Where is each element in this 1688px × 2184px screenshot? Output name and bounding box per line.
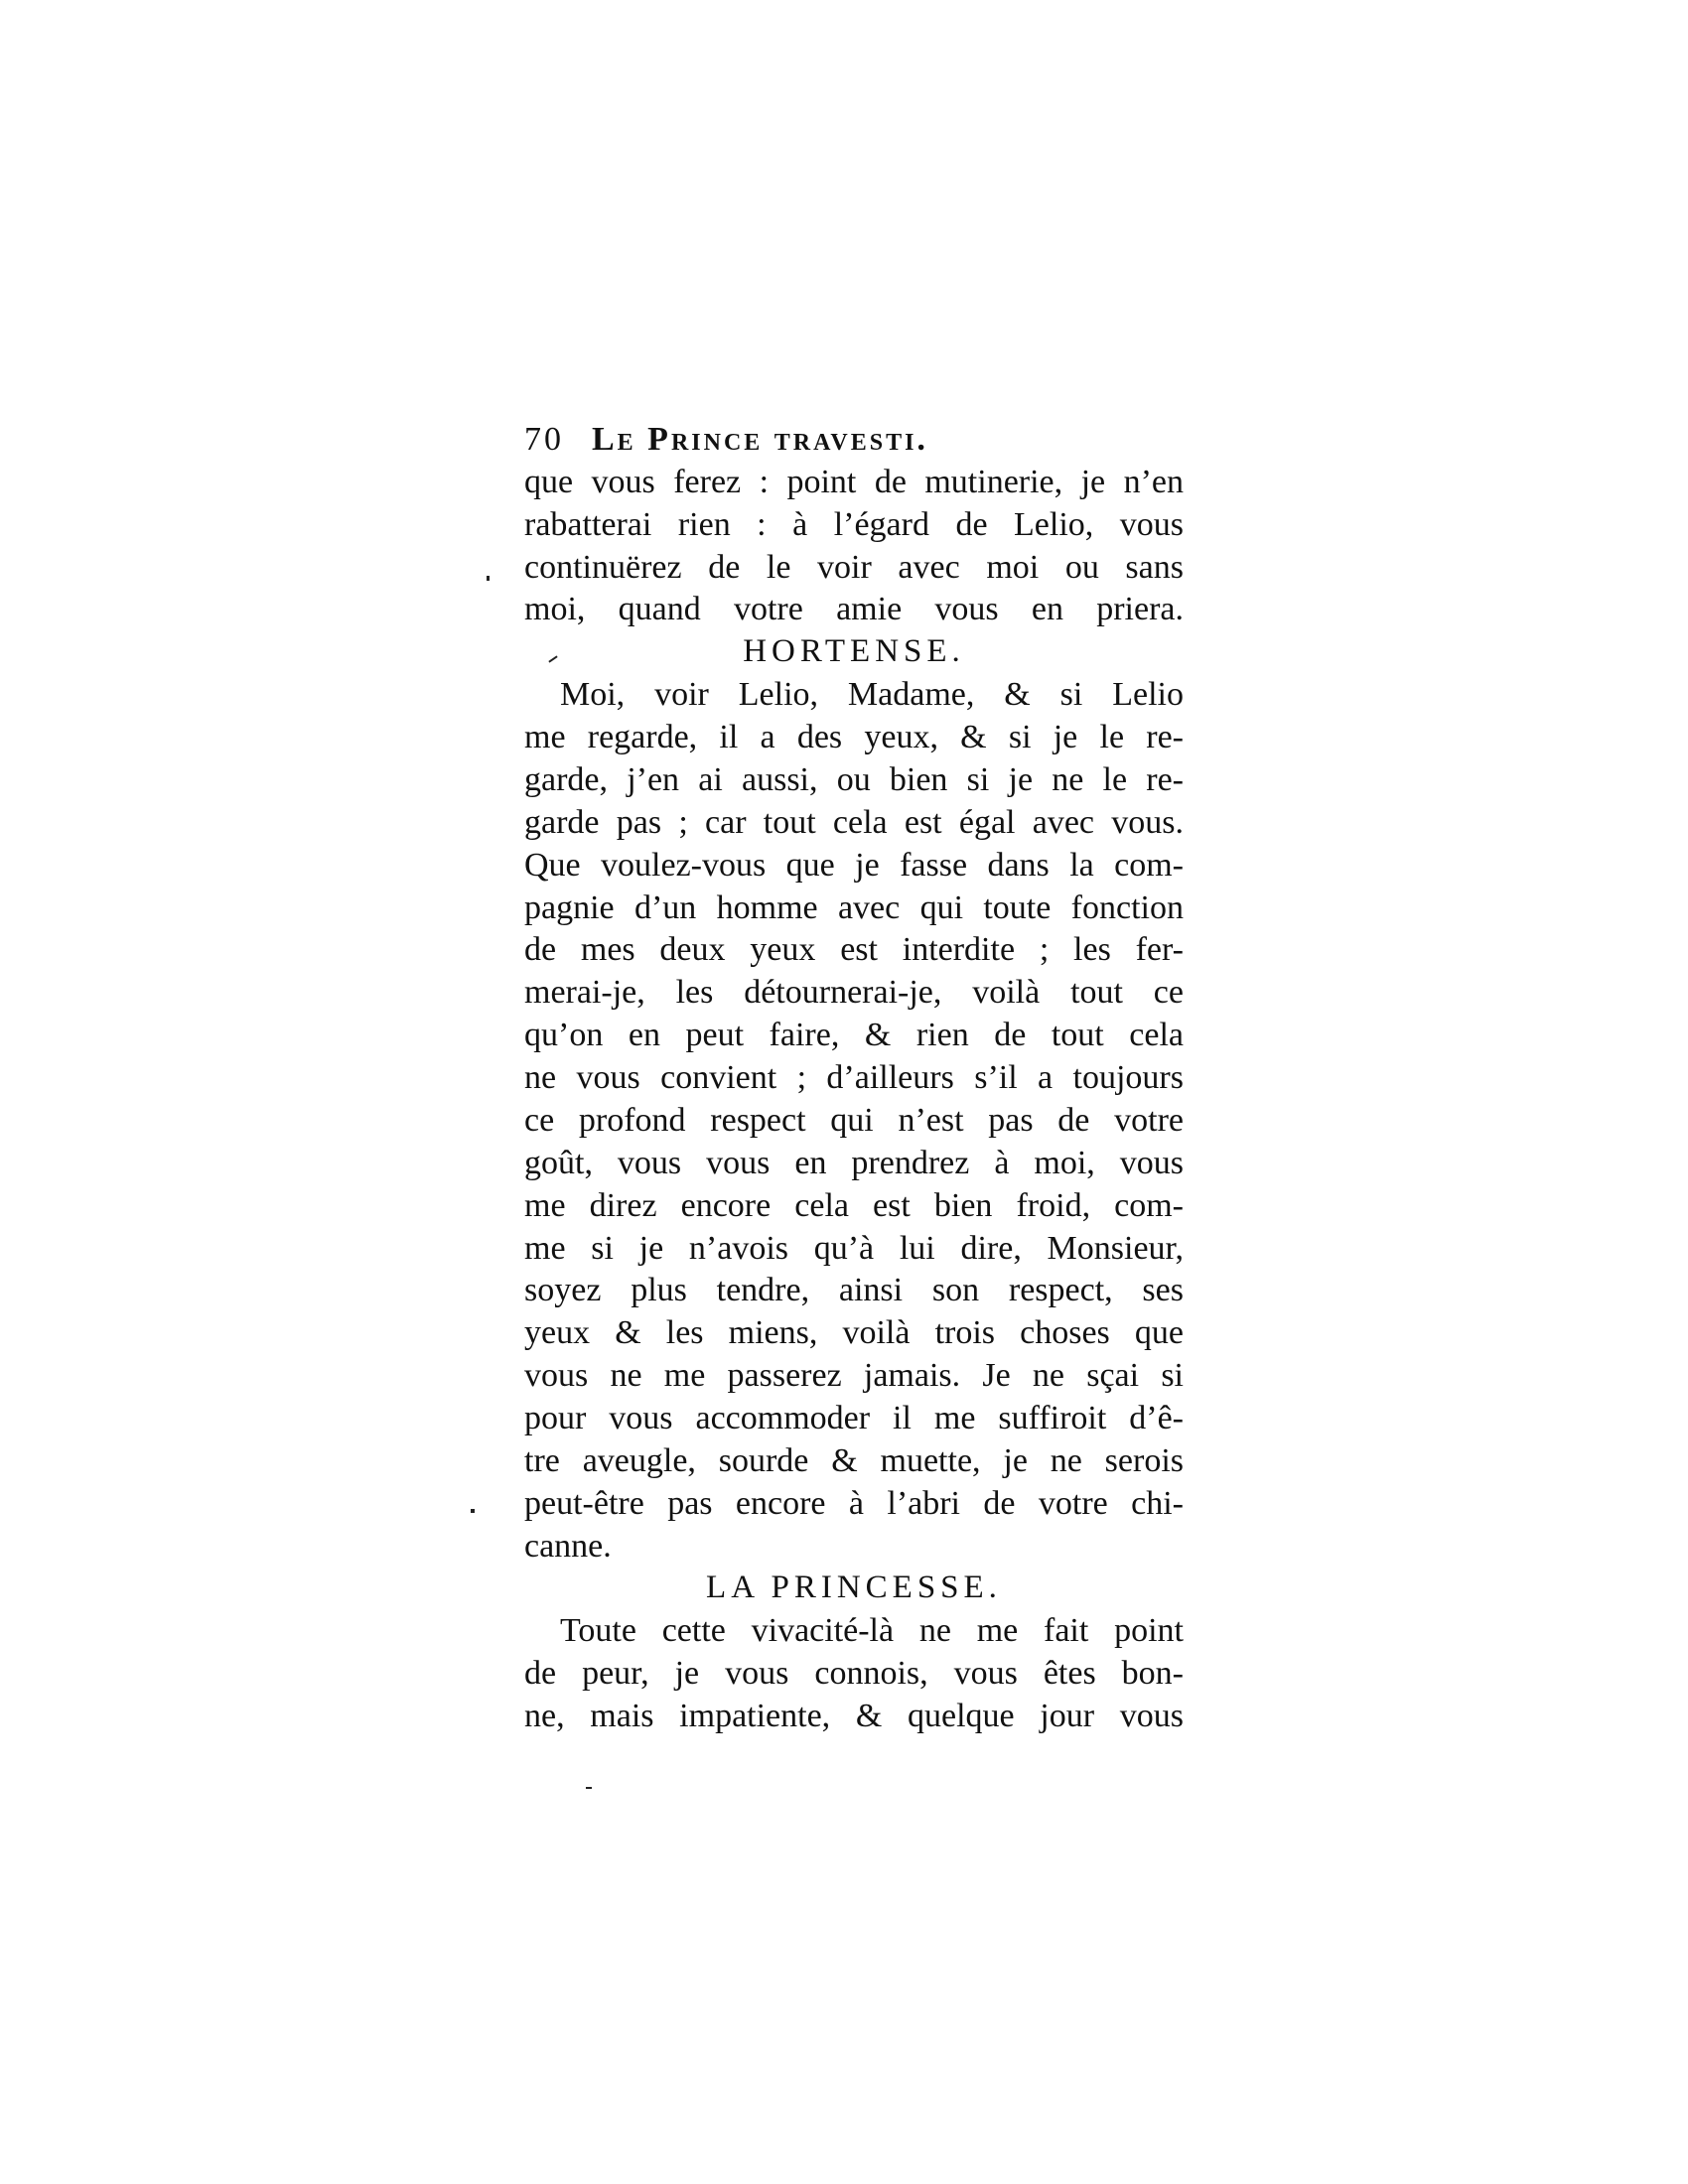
text-line: vous ne me passerez jamais. Je ne sçai si [524,1357,1184,1395]
running-header [524,418,1184,461]
text-line: soyez plus tendre, ainsi son respect, ses [524,1272,1184,1309]
text-line: moi, quand votre amie vous en priera. [524,591,1184,628]
text-line: yeux & les miens, voilà trois choses que [524,1314,1184,1352]
ink-speck [471,1509,475,1513]
text-line: pagnie d’un homme avec qui toute fonction [524,888,1184,926]
text-line: de mes deux yeux est interdite ; les fer- [524,931,1184,969]
text-line: Toute cette vivacité-là ne me fait point [560,1612,1184,1650]
text-line: ne, mais impatiente, & quelque jour vous [524,1698,1184,1735]
text-line: peut-être pas encore à l’abri de votre chi- [524,1484,1184,1522]
text-line: que vous ferez : point de mutinerie, je n’en [524,463,1184,500]
text-line: canne. [524,1527,612,1565]
text-line: me regarde, il a des yeux, & si je le re- [524,719,1184,756]
text-line: me si je n’avois qu’à lui dire, Monsieur, [524,1229,1184,1267]
text-line: me direz encore cela est bien froid, com- [524,1186,1184,1224]
text-line: Moi, voir Lelio, Madame, & si Lelio [560,676,1184,714]
page-number: 70 [524,421,564,458]
text-line: pour vous accommoder il me suffiroit d’ê- [524,1400,1184,1436]
text-line: garde pas ; car tout cela est égal avec vous. [524,803,1184,841]
speaker-heading-hortense: HORTENSE. [743,633,965,670]
text-line: ce profond respect qui n’est pas de votre [524,1101,1184,1139]
text-line: de peur, je vous connois, vous êtes bon- [524,1655,1184,1693]
text-line: tre aveugle, sourde & muette, je ne serois [524,1441,1184,1479]
text-line: continuërez de le voir avec moi ou sans [524,548,1184,586]
text-line: ne vous convient ; d’ailleurs s’il a toujours [524,1059,1184,1097]
text-line: garde, j’en ai aussi, ou bien si je ne le re- [524,760,1184,798]
text-line: rabatterai rien : à l’égard de Lelio, vous [524,505,1184,543]
ink-speck [487,576,490,581]
text-line: Que voulez-vous que je fasse dans la com- [524,846,1184,884]
ink-speck [586,1787,592,1789]
text-line: goût, vous vous en prendrez à moi, vous [524,1144,1184,1181]
running-title: Le Prince travesti. [592,421,928,458]
speaker-heading-la-princesse: LA PRINCESSE. [706,1570,1002,1606]
text-line: qu’on en peut faire, & rien de tout cela [524,1017,1184,1054]
text-line: merai-je, les détournerai-je, voilà tout ce [524,974,1184,1012]
